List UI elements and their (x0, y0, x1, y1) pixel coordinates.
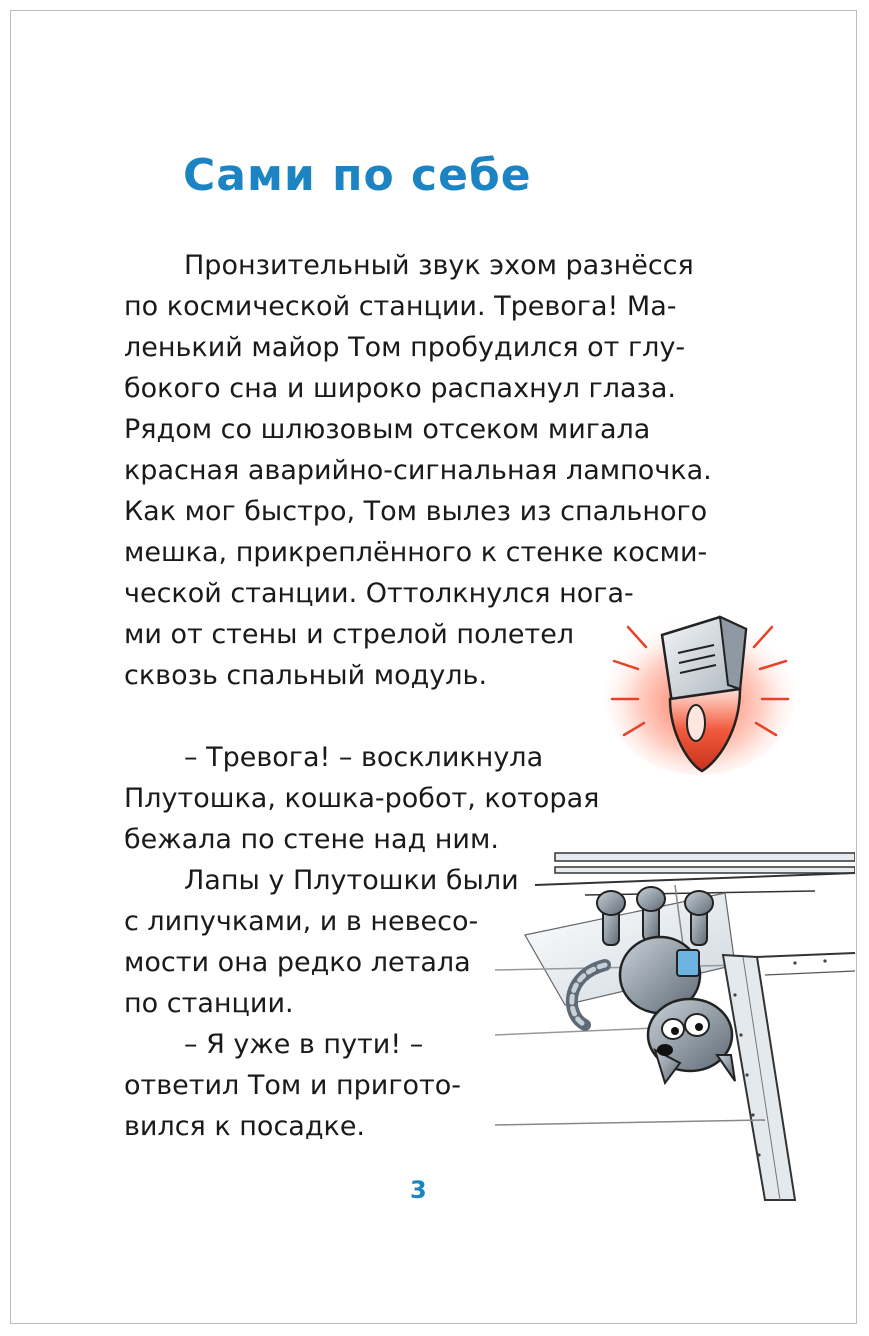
text-line: бежала по стене над ним. (124, 824, 499, 855)
text-line: по космической станции. Тревога! Ма- (124, 291, 677, 322)
text-line: ответил Том и пригото- (124, 1070, 462, 1101)
text-line: – Я уже в пути! – (184, 1029, 424, 1060)
text-line: вился к посадке. (124, 1111, 366, 1142)
text-line: Пронзительный звук эхом разнёсся (184, 250, 694, 281)
text-line: Плутошка, кошка-робот, которая (124, 783, 600, 814)
text-line: мости она редко летала (124, 947, 471, 978)
text-line: сквозь спальный модуль. (124, 660, 488, 691)
text-line: ми от стены и стрелой полетел (124, 619, 575, 650)
text-line: – Тревога! – воскликнула (184, 742, 544, 773)
page-number: 3 (410, 1176, 427, 1204)
text-line: красная аварийно-сигнальная лампочка. (124, 455, 712, 486)
text-line: по станции. (124, 988, 294, 1019)
text-line: Рядом со шлюзовым отсеком мигала (124, 414, 651, 445)
text-line: ленький майор Том пробудился от глу- (124, 332, 686, 363)
text-line: бокого сна и широко распахнул глаза. (124, 373, 677, 404)
robot-cat-icon (495, 845, 855, 1205)
alarm-lamp-icon (600, 595, 800, 780)
text-line: Лапы у Плутошки были (184, 865, 519, 896)
text-line: с липучками, и в невесо- (124, 906, 479, 937)
text-line: мешка, прикреплённого к стенке косми- (124, 537, 708, 568)
text-line: Как мог быстро, Том вылез из спального (124, 496, 708, 527)
text-line: ческой станции. Оттолкнулся нога- (124, 578, 634, 609)
chapter-title: Сами по себе (183, 150, 532, 201)
